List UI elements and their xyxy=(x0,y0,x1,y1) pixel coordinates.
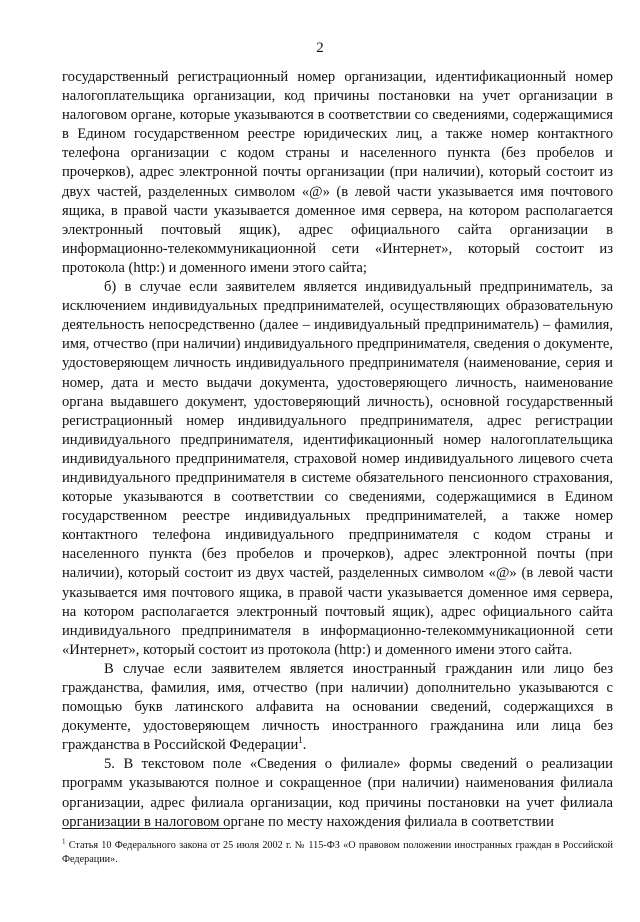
paragraph-text: б) в случае если заявителем является индивидуальный предприниматель, за исключением индивидуальных предпринимателей, осуществляющих образовательную деятельность непосредственно (далее – индивидуальный предприниматель) – фамилия, имя, отчество (при наличии) индивидуального предпринимателя, сведения о документе, удостоверяющем личность индивидуального предпринимателя (наименование, серия и номер, дата и место выдачи документа, удостоверяющего личность, наименование органа выдавшего документ, удостоверяющий личность), основной государственный регистрационный номер индивидуального предпринимателя, адрес регистрации индивидуального предпринимателя, идентификационный номер налогоплательщика индивидуального предпринимателя, страховой номер индивидуального лицевого счета индивидуального предпринимателя в системе обязательного пенсионного страхования, которые указываются в соответствии со сведениями, содержащимися в Едином государственном реестре индивидуальных предпринимателей, а также номер контактного телефона индивидуального предпринимателя с кодом страны и населенного пункта (без пробелов и прочерков), адрес электронной почты (при наличии), который состоит из двух частей, разделенных символом «@» (в левой части указывается имя почтового ящика, в правой части указывается доменное имя сервера, на котором располагается электронный почтовый ящик), адрес официального сайта индивидуального предпринимателя в информационно-телекоммуникационной сети «Интернет», который состоит из протокола (http:) и доменного имени этого сайта. xyxy=(62,279,613,658)
footnote-marker: 1 xyxy=(62,837,66,846)
footnote xyxy=(62,839,613,867)
footnote-reference: 1 xyxy=(298,735,303,746)
body-text xyxy=(62,68,613,832)
paragraph-text: государственный регистрационный номер организации, идентификационный номер налогоплательщика организации, код причины постановки на учет организации в налоговом органе, которые указываются в соответствии со сведениями, содержащимися в Едином государственном реестре юридических лиц, а также номер контактного телефона организации с кодом страны и населенного пункта (без пробелов и прочерков), адрес электронной почты организации (при наличии), который состоит из двух частей, разделенных символом «@» (в левой части указывается имя почтового ящика, в правой части указывается доменное имя сервера, на котором располагается электронный почтовый ящик), адрес официального сайта организации в информационно-телекоммуникационной сети «Интернет», который состоит из протокола (http:) и доменного имени этого сайта; xyxy=(62,69,613,276)
footnote-separator xyxy=(62,828,230,829)
page-number: 2 xyxy=(316,40,324,56)
footnote-text: Статья 10 Федерального закона от 25 июля 2002 г. № 115-ФЗ «О правовом положении иностранных граждан в Российской Федерации». xyxy=(62,840,613,865)
paragraph-2 xyxy=(62,278,613,660)
paragraph-1 xyxy=(62,68,613,278)
paragraph-3: В случае если заявителем является иностранный гражданин или лицо без гражданства, фамилия, имя, отчество (при наличии) дополнительно указываются с помощью букв латинского алфавита на основании сведений, содержащихся в документе, удостоверяющем личность иностранного гражданина или лица без гражданства в Российской Федерации$^1$. xyxy=(62,660,613,754)
paragraph-4 xyxy=(62,755,613,831)
paragraph-text: В случае если заявителем является иностранный гражданин или лицо без гражданства, фамилия, имя, отчество (при наличии) дополнительно указываются с помощью букв латинского алфавита на основании сведений, содержащихся в документе, удостоверяющем личность иностранного гражданина или лица без гражданства в Российской Федерации xyxy=(62,660,613,754)
paragraph-text: 5. В текстовом поле «Сведения о филиале» формы сведений о реализации программ указываются полное и сокращенное (при наличии) наименования филиала организации, адрес филиала организации, код причины постановки на учет филиала организации в налоговом органе по месту нахождения филиала в соответствии xyxy=(62,756,613,830)
